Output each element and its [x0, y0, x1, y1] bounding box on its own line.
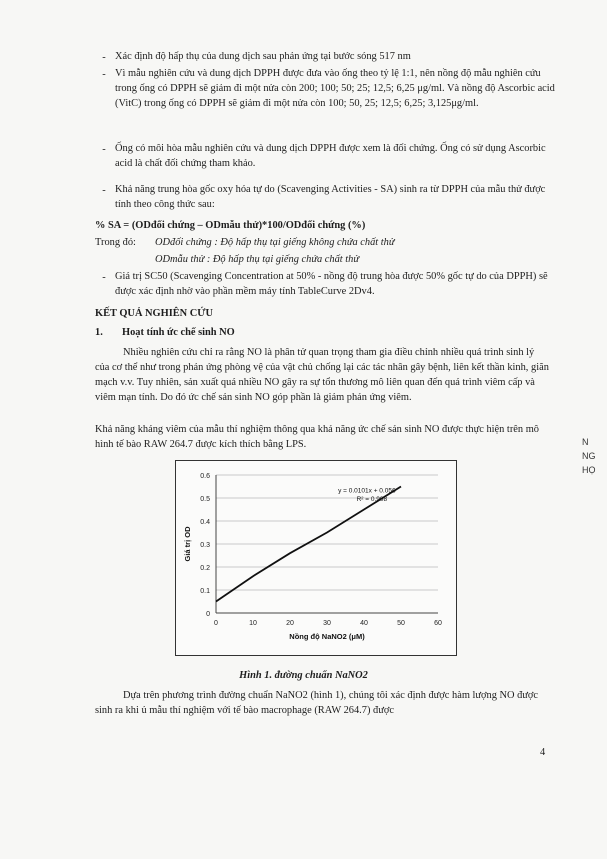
where-label: Trong đó:	[95, 237, 136, 248]
bullet-absorbance: Xác định độ hấp thụ của dung dịch sau phản ứng tại bước sóng 517 nm	[115, 51, 411, 62]
bullet-mark: -	[102, 52, 106, 63]
definition-key: ODmẫu thử	[155, 254, 205, 265]
y-axis-title: Giá trị OD	[183, 526, 192, 562]
x-tick-label: 0	[214, 620, 218, 627]
x-tick-label: 20	[286, 620, 294, 627]
x-tick-label: 10	[249, 620, 257, 627]
side-mark: NG	[582, 451, 596, 461]
x-tick-label: 40	[360, 620, 368, 627]
chart-container	[175, 460, 457, 656]
y-tick-label: 0.3	[200, 542, 210, 549]
bullet-mark: -	[102, 272, 106, 283]
trendline-equation: y = 0.0101x + 0.056	[338, 487, 396, 495]
bullet-control: Ống có môi hòa mẫu nghiên cứu và dung dịch DPPH được xem là đối chứng. Ống có sử dụng Ascorbic acid là chất đối chứng tham khảo.	[115, 143, 546, 170]
y-tick-label: 0.1	[200, 588, 210, 595]
definition-sample	[155, 252, 359, 267]
x-tick-label: 60	[434, 620, 442, 627]
y-tick-label: 0.5	[200, 496, 210, 503]
bullet-mark: -	[102, 144, 106, 155]
definition-text: : Độ hấp thụ tại giếng không chứa chất thử	[214, 237, 395, 248]
section-title: KẾT QUẢ NGHIÊN CỨU	[95, 308, 214, 319]
definition-control	[155, 235, 395, 250]
r-squared-label: R² = 0.998	[356, 495, 388, 503]
definition-key: ODđối chứng	[155, 237, 212, 248]
figure-caption: Hình 1. đường chuẩn NaNO2	[239, 670, 368, 681]
subsection-number: 1.	[95, 327, 103, 338]
x-tick-label: 30	[323, 620, 331, 627]
sa-formula: % SA = (ODđối chứng – ODmẫu thử)*100/ODđối chứng (%)	[95, 220, 366, 231]
y-tick-label: 0.2	[200, 565, 210, 572]
side-mark: HỌ	[582, 465, 596, 475]
standard-curve-chart	[176, 461, 456, 655]
paragraph-no-intro: Nhiều nghiên cứu chỉ ra rằng NO là phân tử quan trọng tham gia điều chỉnh nhiều quá trình sinh lý của cơ thể như trong phản ứng phòng vệ của vật chủ chống lại các tác nhân gây bệnh, liên kết thần kinh, giãn mạch v.v. Tuy nhiên, sản xuất quá nhiều NO gây ra sự tổn thương mô liên quan đến quá trình viêm cấp và viêm mạn tính. Do đó ức chế sản sinh NO góp phần là giảm phản ứng viêm.	[95, 347, 549, 404]
paragraph-standard-curve: Dựa trên phương trình đường chuẩn NaNO2 (hình 1), chúng tôi xác định được hàm lượng NO được sinh ra khi ủ mẫu thí nghiệm với tế bào macrophage (RAW 264.7) được	[95, 690, 539, 717]
x-axis-title: Nồng độ NaNO2 (μM)	[289, 632, 365, 641]
x-tick-label: 50	[397, 620, 405, 627]
subsection-title: Hoạt tính ức chế sinh NO	[122, 327, 235, 338]
side-mark: N	[582, 437, 589, 447]
y-tick-label: 0.6	[200, 473, 210, 480]
definition-text: : Độ hấp thụ tại giếng chứa chất thử	[206, 254, 360, 265]
page-number: 4	[540, 747, 546, 758]
y-tick-label: 0	[206, 611, 210, 618]
y-tick-label: 0.4	[200, 519, 210, 526]
bullet-concentration: Vì mẫu nghiên cứu và dung dịch DPPH được đưa vào ống theo tỷ lệ 1:1, nên nồng độ mẫu nghiên cứu trong ống có DPPH sẽ giảm đi một nửa còn 200; 100; 50; 25; 12,5; 6,25 μg/ml. Và nồng độ Ascorbic acid (VitC) trong ống có DPPH sẽ giảm đi một nửa còn 100; 50, 25; 12,5; 6,25; 3,125μg/ml.	[115, 68, 555, 110]
bullet-mark: -	[102, 185, 106, 196]
bullet-mark: -	[102, 69, 106, 80]
paragraph-anti-inflammatory: Khả năng kháng viêm của mẫu thí nghiệm thông qua khả năng ức chế sản sinh NO được thực hiện trên mô hình tế bào RAW 264.7 được kích thích bằng LPS.	[95, 424, 539, 451]
bullet-scavenging: Khả năng trung hòa gốc oxy hóa tự do (Scavenging Activities - SA) sinh ra từ DPPH của mẫu thử được tính theo công thức sau:	[115, 184, 546, 211]
bullet-sc50: Giá trị SC50 (Scavenging Concentration at 50% - nồng độ trung hòa được 50% gốc tự do của DPPH) sẽ được xác định nhờ vào phần mềm máy tính TableCurve 2Dv4.	[115, 271, 548, 298]
